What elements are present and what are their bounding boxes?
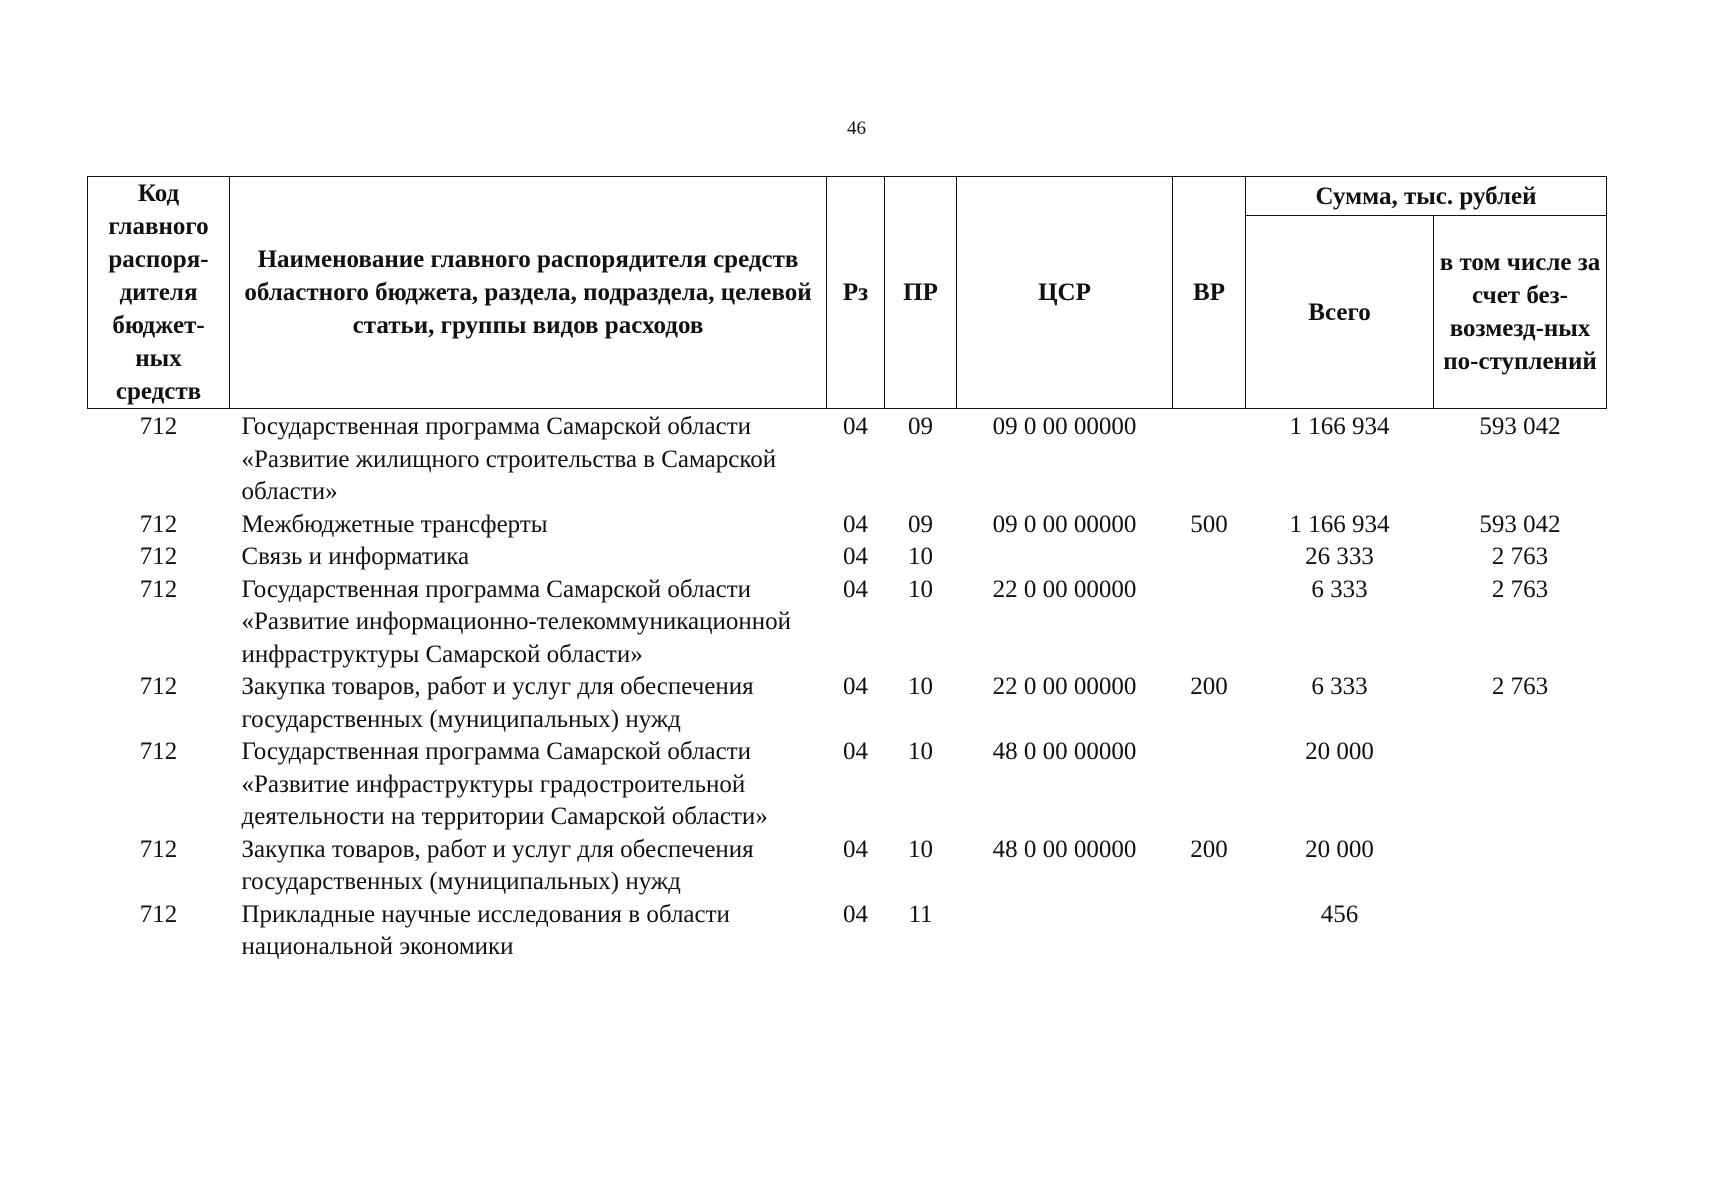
header-name: Наименование главного распорядителя средств областного бюджета, раздела, подраздела, целевой статьи, группы видов расходов xyxy=(230,177,827,409)
cell-code: 712 xyxy=(139,413,178,440)
cell-code: 712 xyxy=(139,900,178,928)
cell-total: 6 333 xyxy=(1311,575,1368,603)
cell-csr: 48 0 00 00000 xyxy=(992,835,1137,863)
cell-name: Государственная программа Самарской области «Развитие информационно-телекоммуникационной инфраструктуры Самарской области» xyxy=(241,575,792,668)
cell-vr xyxy=(1173,899,1246,964)
table-row xyxy=(88,409,1607,509)
cell-csr: 22 0 00 00000 xyxy=(992,575,1137,603)
cell-code: 712 xyxy=(139,575,178,603)
cell-vr: 500 xyxy=(1190,510,1228,538)
header-rz: Рз xyxy=(827,177,885,409)
header-incl: в том числе за счет без-возмезд-ных по-ступлений xyxy=(1434,216,1607,409)
cell-pr: 10 xyxy=(908,738,933,765)
cell-rz: 04 xyxy=(843,510,868,538)
cell-total: 26 333 xyxy=(1305,543,1374,570)
cell-csr xyxy=(957,541,1173,574)
cell-vr xyxy=(1173,409,1246,509)
cell-rz: 04 xyxy=(843,900,868,928)
cell-code: 712 xyxy=(139,543,178,570)
cell-rz: 04 xyxy=(843,413,868,440)
table-row xyxy=(88,509,1607,542)
table-row xyxy=(88,736,1607,834)
cell-code: 712 xyxy=(139,738,178,765)
table-row xyxy=(88,834,1607,899)
cell-csr xyxy=(957,899,1173,964)
cell-rz: 04 xyxy=(843,575,868,603)
cell-code: 712 xyxy=(139,835,178,863)
cell-vr xyxy=(1173,736,1246,834)
cell-incl xyxy=(1434,736,1607,834)
cell-rz: 04 xyxy=(843,543,868,570)
cell-rz: 04 xyxy=(843,673,868,700)
cell-total: 456 xyxy=(1320,900,1359,928)
cell-pr: 09 xyxy=(908,413,933,440)
cell-name: Связь и информатика xyxy=(241,543,470,570)
cell-pr: 11 xyxy=(908,900,933,928)
cell-vr: 200 xyxy=(1190,835,1228,863)
header-sum-group: Сумма, тыс. рублей xyxy=(1246,177,1607,216)
cell-name: Государственная программа Самарской области «Развитие инфраструктуры градостроительной деятельности на территории Самарской области» xyxy=(241,738,768,830)
cell-code: 712 xyxy=(139,510,178,538)
cell-total: 1 166 934 xyxy=(1289,510,1390,538)
budget-table xyxy=(87,176,1607,964)
cell-pr: 10 xyxy=(908,673,933,700)
table-row xyxy=(88,574,1607,672)
cell-incl: 593 042 xyxy=(1479,510,1561,538)
cell-pr: 10 xyxy=(908,543,933,570)
cell-name: Закупка товаров, работ и услуг для обеспечения государственных (муниципальных) нужд xyxy=(241,835,754,895)
cell-rz: 04 xyxy=(843,738,868,765)
cell-csr: 22 0 00 00000 xyxy=(992,673,1137,700)
header-vr: ВР xyxy=(1173,177,1246,409)
cell-incl: 2 763 xyxy=(1491,543,1549,570)
table-header xyxy=(88,177,1607,409)
cell-total: 6 333 xyxy=(1311,673,1368,700)
cell-total: 20 000 xyxy=(1305,738,1374,765)
header-total: Всего xyxy=(1246,216,1434,409)
cell-csr: 09 0 00 00000 xyxy=(992,413,1137,440)
cell-incl xyxy=(1434,834,1607,899)
table-body xyxy=(88,409,1607,964)
cell-name: Межбюджетные трансферты xyxy=(241,510,548,538)
cell-total: 1 166 934 xyxy=(1289,413,1390,440)
cell-name: Прикладные научные исследования в области национальной экономики xyxy=(241,900,730,960)
cell-pr: 10 xyxy=(908,575,933,603)
cell-total: 20 000 xyxy=(1305,835,1374,863)
cell-csr: 09 0 00 00000 xyxy=(992,510,1137,538)
cell-incl: 2 763 xyxy=(1491,575,1549,603)
cell-incl: 593 042 xyxy=(1479,413,1561,440)
cell-pr: 10 xyxy=(908,835,933,863)
cell-vr xyxy=(1173,574,1246,672)
table-row xyxy=(88,671,1607,736)
cell-pr: 09 xyxy=(908,510,933,538)
cell-vr: 200 xyxy=(1190,673,1228,700)
table-row xyxy=(88,541,1607,574)
cell-csr: 48 0 00 00000 xyxy=(992,738,1137,765)
cell-vr xyxy=(1173,541,1246,574)
page-number: 46 xyxy=(847,118,866,139)
header-code: Код главного распоря-дителя бюджет-ных средств xyxy=(88,177,230,409)
cell-incl xyxy=(1434,899,1607,964)
cell-name: Закупка товаров, работ и услуг для обеспечения государственных (муниципальных) нужд xyxy=(241,673,754,733)
cell-name: Государственная программа Самарской области «Развитие жилищного строительства в Самарской области» xyxy=(241,413,777,505)
header-pr: ПР xyxy=(885,177,957,409)
header-csr: ЦСР xyxy=(957,177,1173,409)
table-row xyxy=(88,899,1607,964)
cell-rz: 04 xyxy=(843,835,868,863)
cell-code: 712 xyxy=(139,673,178,700)
cell-incl: 2 763 xyxy=(1491,673,1549,700)
